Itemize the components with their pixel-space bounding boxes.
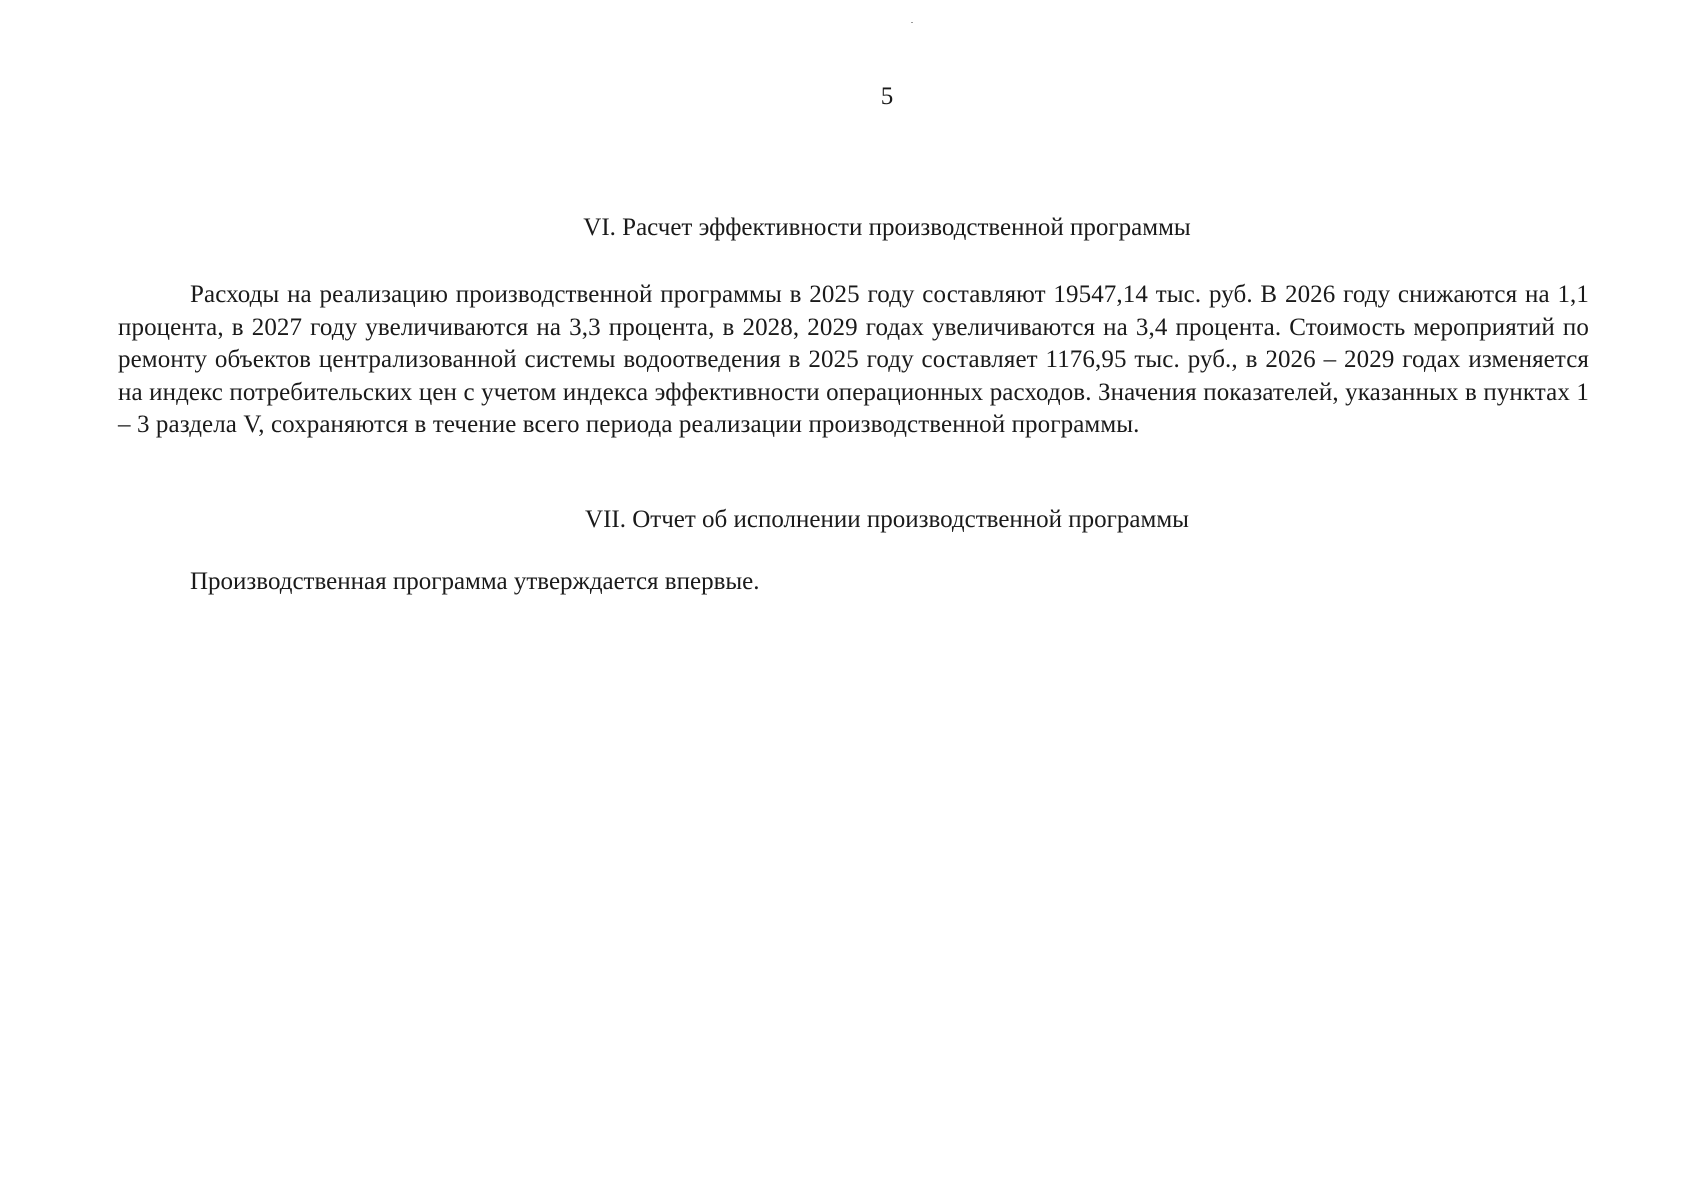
section-7-paragraph: Производственная программа утверждается впервые. (190, 568, 760, 595)
section-6-heading: VI. Расчет эффективности производственной программы (583, 214, 1191, 241)
section-7-heading: VII. Отчет об исполнении производственной программы (585, 506, 1189, 533)
scan-artifact (911, 22, 913, 23)
page-number: 5 (880, 83, 894, 110)
section-6-paragraph: Расходы на реализацию производственной программы в 2025 году составляют 19547,14 тыс. руб. В 2026 году снижаются на 1,1 процента, в 2027 году увеличиваются на 3,3 процента, в 2028, 2029 годах увеличиваются на 3,4 процента. Стоимость мероприятий по ремонту объектов централизованной системы водоотведения в 2025 году составляет 1176,95 тыс. руб., в 2026 – 2029 годах изменяется на индекс потребительских цен с учетом индекса эффективности операционных расходов. Значения показателей, указанных в пунктах 1 – 3 раздела V, сохраняются в течение всего периода реализации производственной программы. (118, 281, 1589, 438)
